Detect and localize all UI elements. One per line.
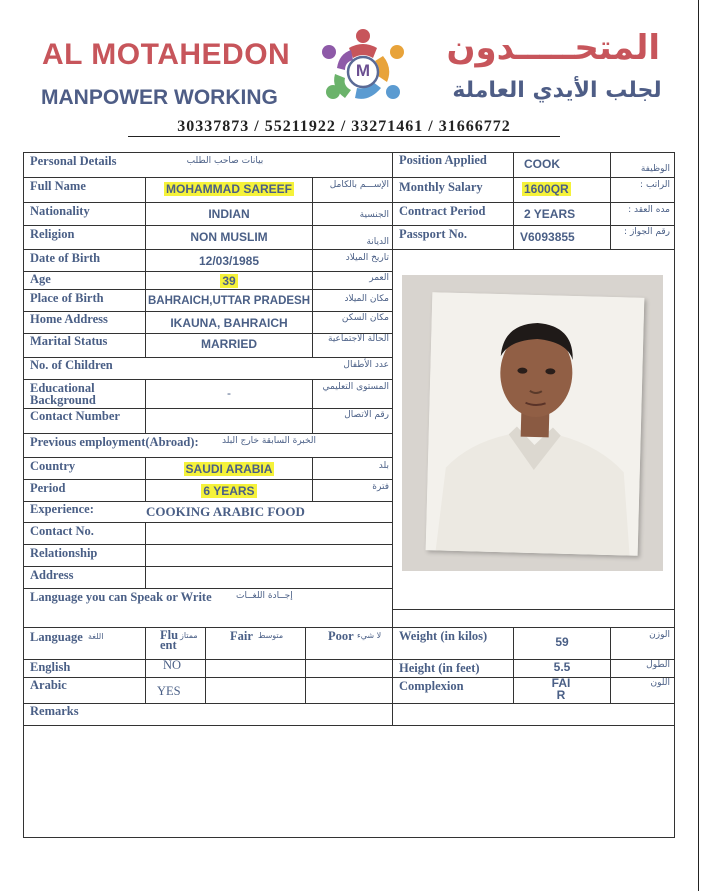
- period-label-ar: فترة: [372, 482, 389, 492]
- contract-period-label-ar: مده العقد :: [628, 205, 670, 215]
- religion-label: Religion: [30, 227, 75, 241]
- logo-letter: M: [355, 61, 371, 80]
- height-label: Height (in feet): [399, 661, 480, 675]
- personal-details-label-ar: بيانات صاحب الطلب: [186, 156, 264, 166]
- height-label-ar: الطول: [646, 660, 670, 670]
- education-label: Educational Background: [30, 381, 96, 407]
- company-name-en-line2: MANPOWER WORKING: [41, 86, 278, 109]
- weight-value: 59: [555, 635, 569, 649]
- nationality-label-ar: الجنسية: [359, 210, 389, 220]
- religion-label-ar: الديانة: [366, 237, 389, 247]
- nationality-value: INDIAN: [208, 207, 250, 221]
- relationship-label: Relationship: [30, 546, 98, 560]
- passport-label-ar: رقم الجواز :: [624, 227, 670, 237]
- age-value: 39: [222, 274, 236, 288]
- home-address-label: Home Address: [30, 312, 108, 326]
- passport-value: V6093855: [520, 230, 575, 244]
- company-name-en-line1: AL MOTAHEDON: [42, 38, 291, 71]
- place-of-birth-label: Place of Birth: [30, 291, 104, 305]
- age-label: Age: [30, 272, 51, 286]
- period-label: Period: [30, 481, 66, 495]
- full-name-label: Full Name: [30, 179, 86, 193]
- height-value: 5.5: [553, 660, 571, 674]
- contact-no-label: Contact No.: [30, 524, 94, 538]
- place-of-birth-label-ar: مكان الميلاد: [344, 294, 389, 304]
- position-value: COOK: [524, 157, 560, 171]
- dob-label-ar: تاريخ الميلاد: [345, 253, 389, 263]
- experience-label: Experience:: [30, 502, 94, 516]
- children-label-ar: عدد الأطفال: [343, 360, 389, 370]
- english-fluent-value: NO: [163, 658, 182, 672]
- company-name-ar-line1: المتحـــــدون: [446, 28, 660, 68]
- address-label: Address: [30, 568, 74, 582]
- page-right-border: [698, 0, 699, 891]
- english-label: English: [30, 660, 71, 674]
- nationality-label: Nationality: [30, 204, 90, 218]
- home-address-label-ar: مكان السكن: [341, 313, 389, 323]
- religion-value: NON MUSLIM: [190, 230, 268, 244]
- applicant-photo: [402, 275, 663, 571]
- personal-details-label: Personal Details: [30, 154, 117, 168]
- position-label: Position Applied: [399, 153, 487, 167]
- education-value: -: [227, 386, 231, 400]
- language-title: Language you can Speak or Write: [30, 590, 212, 604]
- experience-value: COOKING ARABIC FOOD: [146, 504, 305, 519]
- education-label-ar: المستوى التعليمي: [322, 382, 389, 392]
- salary-label-ar: الراتب :: [640, 180, 670, 190]
- fluent-header-label: Fluent: [160, 628, 179, 652]
- arabic-fluent-value: YES: [157, 684, 181, 698]
- country-value: SAUDI ARABIA: [185, 462, 273, 476]
- full-name-value: MOHAMMAD SAREEF: [166, 182, 292, 196]
- arabic-label: Arabic: [30, 678, 67, 692]
- full-name-label-ar: الإســـم بالكامل: [329, 180, 389, 190]
- remarks-label: Remarks: [30, 704, 79, 718]
- contract-period-value: 2 YEARS: [524, 207, 576, 221]
- complexion-value: FAIR: [551, 676, 571, 702]
- language-title-ar: إجــادة اللغــات: [236, 591, 293, 601]
- previous-employment-title: Previous employment(Abroad):: [30, 435, 199, 449]
- period-value: 6 YEARS: [203, 484, 255, 498]
- fair-header-label: Fair: [230, 629, 253, 643]
- country-label-ar: بلد: [378, 461, 389, 471]
- position-label-ar: الوظيفة: [640, 164, 670, 174]
- country-label: Country: [30, 459, 76, 473]
- poor-header-label-ar: لا شيء: [357, 631, 382, 640]
- home-address-value: IKAUNA, BAHRAICH: [170, 316, 288, 330]
- fluent-header-label-ar: ممتاز: [180, 631, 198, 640]
- previous-employment-title-ar: الخبرة السابقة خارج البلد: [222, 436, 317, 446]
- marital-status-label-ar: الحالة الاجتماعية: [328, 334, 389, 344]
- complexion-label: Complexion: [399, 679, 464, 693]
- salary-value: 1600QR: [524, 182, 569, 196]
- complexion-label-ar: اللون: [650, 678, 670, 688]
- salary-label: Monthly Salary: [399, 180, 483, 194]
- contract-period-label: Contract Period: [399, 204, 486, 218]
- marital-status-label: Marital Status: [30, 334, 108, 348]
- marital-status-value: MARRIED: [201, 337, 257, 351]
- weight-label-ar: الوزن: [649, 630, 670, 640]
- place-of-birth-value: BAHRAICH,UTTAR PRADESH: [147, 295, 311, 307]
- photo-paper: [426, 292, 645, 555]
- poor-header-label: Poor: [328, 629, 354, 643]
- language-header-label-ar: اللغة: [88, 632, 104, 641]
- contact-number-label-ar: رقم الاتصال: [344, 410, 389, 420]
- phone-numbers: 30337873 / 55211922 / 33271461 / 31666772: [128, 118, 560, 137]
- children-label: No. of Children: [30, 358, 113, 372]
- person-portrait-icon: [426, 292, 645, 555]
- age-label-ar: العمر: [369, 273, 389, 283]
- dob-value: 12/03/1985: [198, 254, 260, 268]
- contact-number-label: Contact Number: [30, 409, 120, 423]
- language-header-label: Language: [30, 630, 83, 644]
- weight-label: Weight (in kilos): [399, 629, 488, 643]
- passport-label: Passport No.: [399, 227, 468, 241]
- dob-label: Date of Birth: [30, 251, 101, 265]
- fair-header-label-ar: متوسط: [258, 631, 284, 640]
- company-name-ar-line2: لجلب الأيدي العاملة: [452, 78, 662, 103]
